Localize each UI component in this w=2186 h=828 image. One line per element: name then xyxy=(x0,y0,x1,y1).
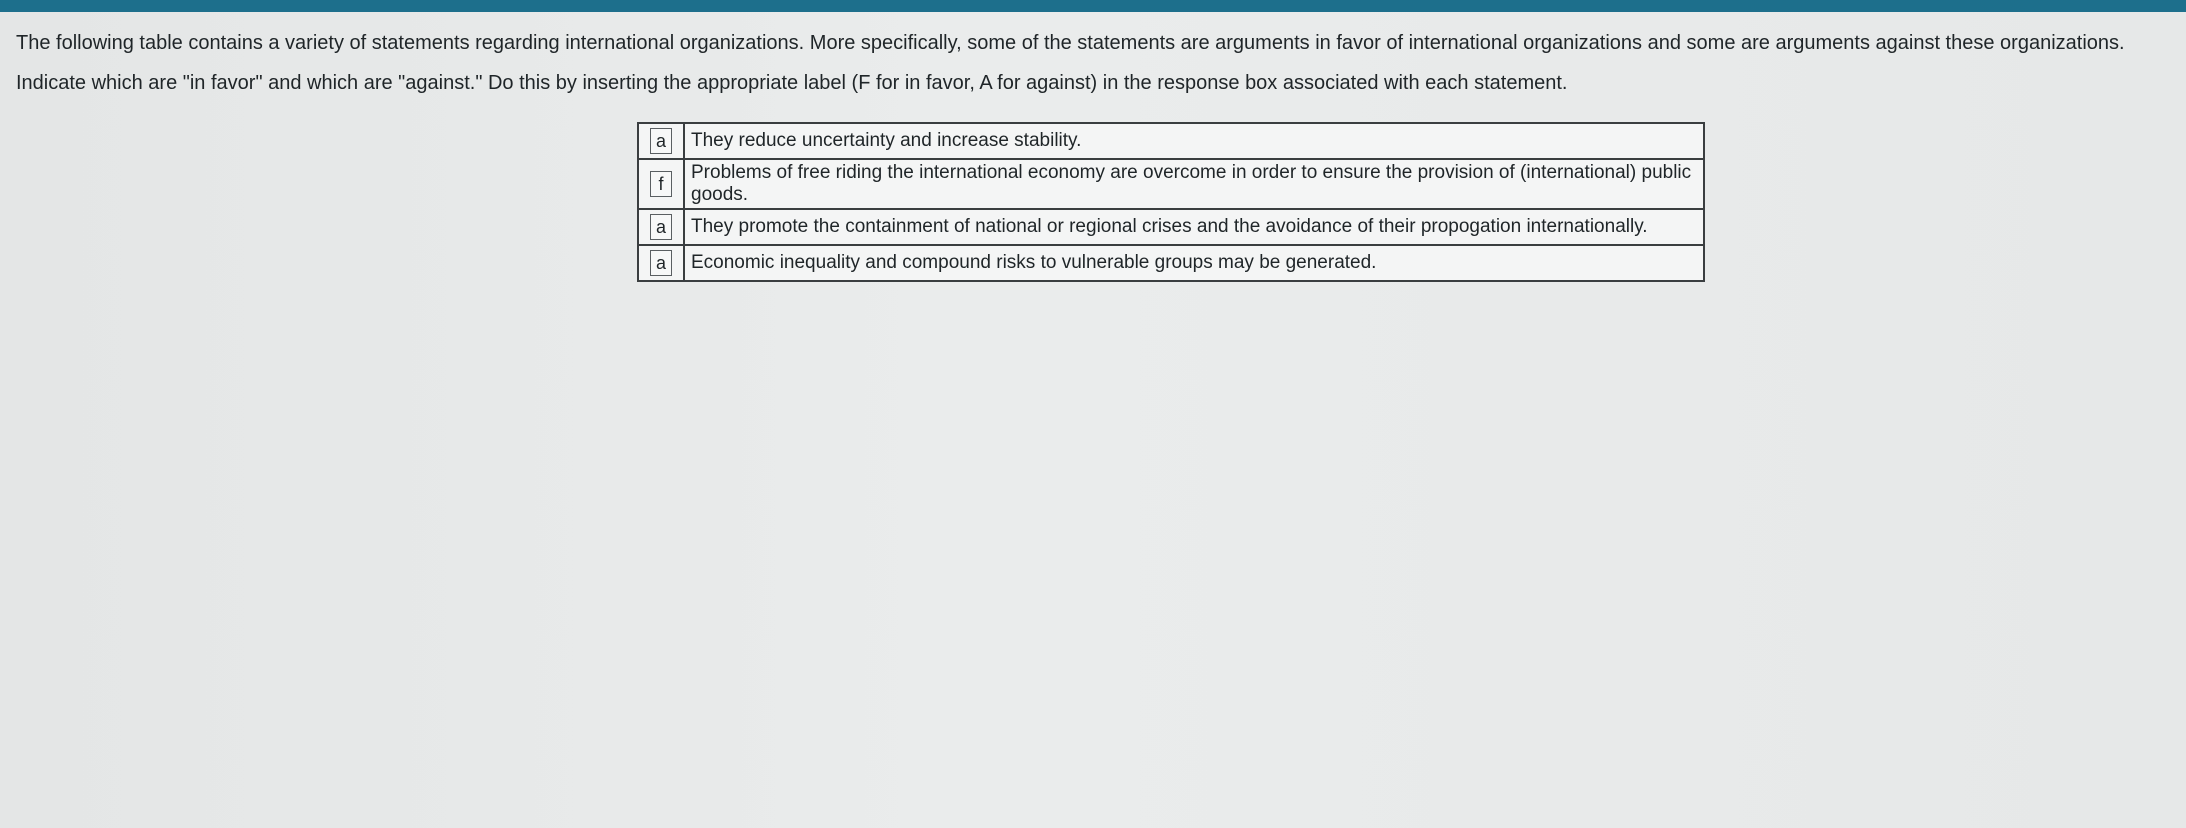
table-row xyxy=(638,245,1704,281)
response-cell xyxy=(638,245,684,281)
response-cell xyxy=(638,159,684,209)
top-header-bar xyxy=(0,0,2186,12)
instructions-line-1: The following table contains a variety of statements regarding international organizations. More specifically, some of the statements are arguments in favor of international organizations and some are arguments against these organizations. xyxy=(16,32,2125,54)
response-input[interactable]: a xyxy=(650,128,672,154)
response-input[interactable]: f xyxy=(650,171,672,197)
statements-table xyxy=(637,122,1705,282)
table-row xyxy=(638,123,1704,159)
table-row xyxy=(638,159,1704,209)
statement-text: Economic inequality and compound risks to vulnerable groups may be generated. xyxy=(684,245,1704,281)
question-content xyxy=(0,12,2186,828)
response-input[interactable]: a xyxy=(650,250,672,276)
statement-text: They reduce uncertainty and increase stability. xyxy=(684,123,1704,159)
table-row xyxy=(638,209,1704,245)
statement-text: Problems of free riding the international economy are overcome in order to ensure the provision of (international) public goods. xyxy=(684,159,1704,209)
instructions xyxy=(16,28,2156,108)
statement-text: They promote the containment of national or regional crises and the avoidance of their propogation internationally. xyxy=(684,209,1704,245)
instructions-line-2: Indicate which are "in favor" and which are "against." Do this by inserting the appropriate label (F for in favor, A for against) in the response box associated with each statement. xyxy=(16,72,1568,94)
response-input[interactable]: a xyxy=(650,214,672,240)
response-cell xyxy=(638,123,684,159)
response-cell xyxy=(638,209,684,245)
